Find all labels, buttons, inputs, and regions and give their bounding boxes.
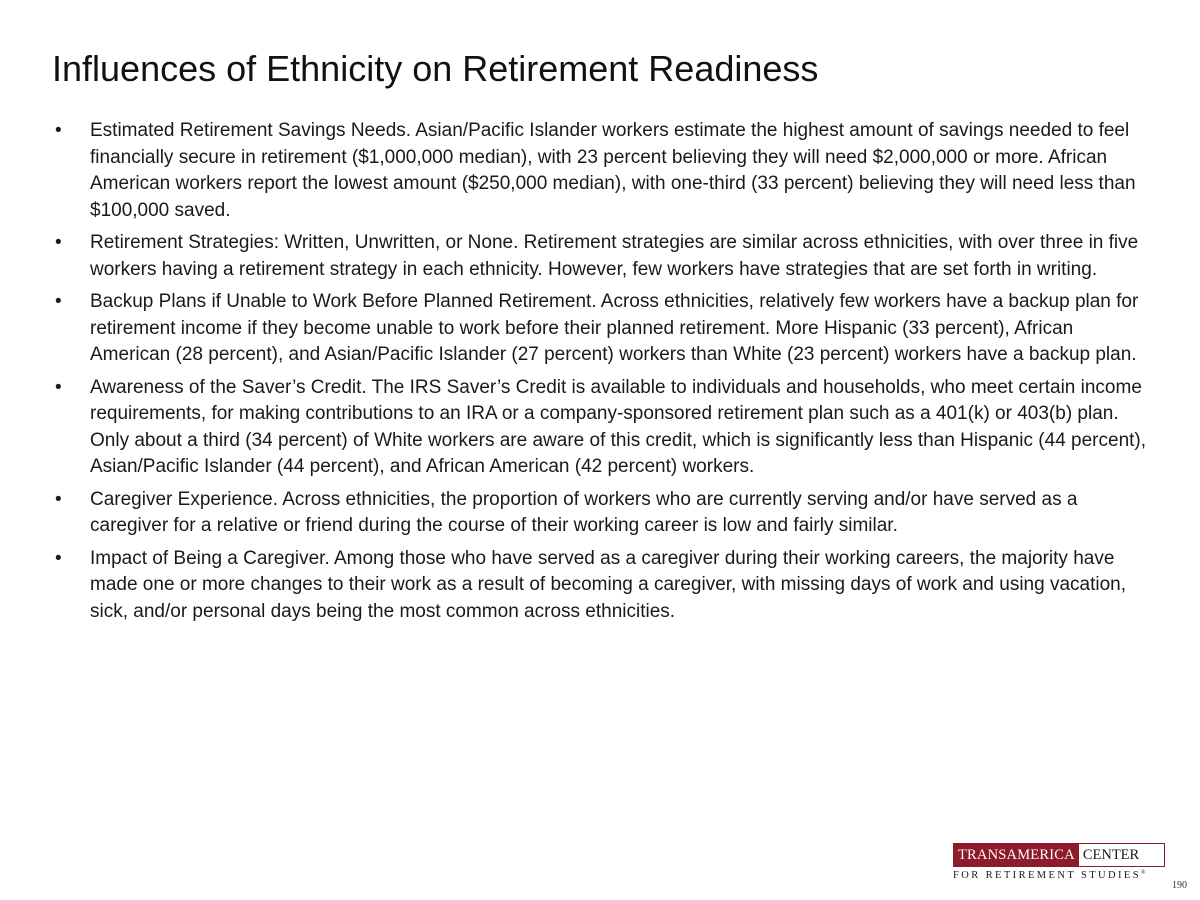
bullet-text: Backup Plans if Unable to Work Before Planned Retirement. Across ethnicities, relatively few workers have a backup plan for retirement income if they become unable to work before their planned retirement. More Hispanic (33 percent), African American (28 percent), and Asian/Pacific Islander (27 percent) workers than White (23 percent) workers have a backup plan. xyxy=(90,291,1139,365)
bullet-icon: • xyxy=(55,291,62,312)
bullet-text: Caregiver Experience. Across ethnicities, the proportion of workers who are currently serving and/or have served as a caregiver for a relative or friend during the course of their working career is low and fairly similar. xyxy=(90,488,1078,536)
transamerica-logo xyxy=(953,843,1165,881)
bullet-icon: • xyxy=(55,488,62,510)
bullet-text: Awareness of the Saver’s Credit. The IRS Saver’s Credit is available to individuals and households, who meet certain income requirements, for making contributions to an IRA or a company-sponsored retirement plan such as a 401(k) or 403(b) plan. Only about a third (34 percent) of White workers are aware of this credit, which is significantly less than Hispanic (44 percent), Asian/Pacific Islander (44 percent), and African American (42 percent) workers. xyxy=(90,376,1147,477)
logo-wordmark xyxy=(953,843,1165,867)
logo-subtitle-text: FOR RETIREMENT STUDIES xyxy=(953,870,1141,881)
bullet-text: Estimated Retirement Savings Needs. Asian/Pacific Islander workers estimate the highest amount of savings needed to feel financially secure in retirement ($1,000,000 median), with 23 percent believing they will need $2,000,000 or more. African American workers report the lowest amount ($250,000 median), with one-third (33 percent) believing they will need less than $100,000 saved. xyxy=(90,120,1136,221)
list-item xyxy=(52,546,1152,626)
logo-subtitle xyxy=(953,870,1165,881)
list-item xyxy=(52,487,1152,540)
bullet-icon: • xyxy=(55,376,62,398)
bullet-list xyxy=(52,118,1152,631)
list-item xyxy=(52,375,1152,481)
list-item xyxy=(52,289,1152,369)
bullet-icon: • xyxy=(55,120,62,141)
registered-mark: ® xyxy=(1140,870,1146,876)
bullet-text: Impact of Being a Caregiver. Among those who have served as a caregiver during their working careers, the majority have made one or more changes to their work as a result of becoming a caregiver, with missing days of work and using vacation, sick, and/or personal days being the most common across ethnicities. xyxy=(90,547,1127,622)
page-title: Influences of Ethnicity on Retirement Readiness xyxy=(52,48,819,89)
bullet-icon: • xyxy=(55,547,62,569)
bullet-text: Retirement Strategies: Written, Unwritten, or None. Retirement strategies are similar across ethnicities, with over three in five workers having a retirement strategy in each ethnicity. However, few workers have strategies that are set forth in writing. xyxy=(90,232,1139,280)
logo-brand-text: TRANSAMERICA xyxy=(954,844,1079,866)
page-number: 190 xyxy=(1172,880,1187,891)
bullet-icon: • xyxy=(55,232,62,253)
logo-center-text: CENTER xyxy=(1079,844,1143,866)
list-item xyxy=(52,230,1152,283)
list-item xyxy=(52,118,1152,224)
